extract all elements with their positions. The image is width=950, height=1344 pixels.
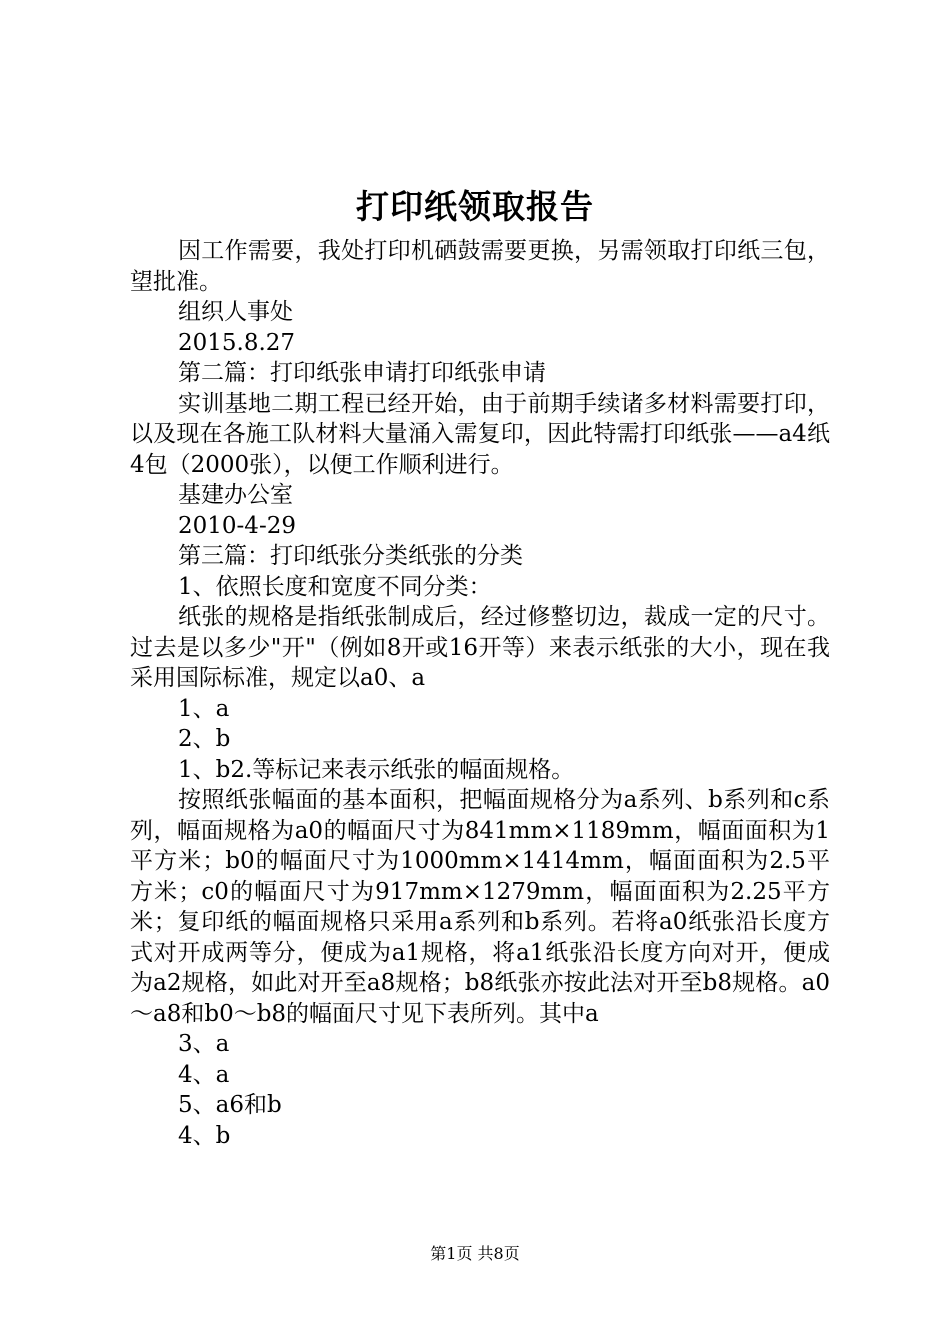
paragraph: 第三篇：打印纸张分类纸张的分类 — [178, 543, 523, 569]
paragraph: 实训基地二期工程已经开始，由于前期手续诸多材料需要打印，以及现在各施工队材料大量涌入需复印，因此特需打印纸张——a4纸4包（2000张），以便工作顺利进行。 — [130, 390, 830, 478]
paragraph: 第二篇：打印纸张申请打印纸张申请 — [178, 360, 546, 386]
page-footer: 第1页 共8页 — [430, 1244, 520, 1263]
paragraph: 因工作需要，我处打印机硒鼓需要更换，另需领取打印纸三包，望批准。 — [130, 238, 830, 295]
paragraph: 1、b2.等标记来表示纸张的幅面规格。 — [178, 756, 575, 783]
paragraph: 1、依照长度和宽度不同分类： — [178, 573, 492, 600]
paragraph: 基建办公室 — [178, 482, 293, 508]
paragraph: 纸张的规格是指纸张制成后，经过修整切边，裁成一定的尺寸。过去是以多少"开"（例如8开或16开等）来表示纸张的大小，现在我采用国际标准，规定以a0、a — [130, 604, 830, 691]
paragraph: 4、a — [178, 1061, 230, 1088]
paragraph: 5、a6和b — [178, 1092, 282, 1118]
paragraph: 2、b — [178, 726, 231, 752]
paragraph: 2010-4-29 — [178, 512, 296, 539]
paragraph: 按照纸张幅面的基本面积，把幅面规格分为a系列、b系列和c系列，幅面规格为a0的幅面尺寸为841mm×1189mm，幅面面积为1平方米；b0的幅面尺寸为1000mm×1414mm，幅面面积为2.5平方米；c0的幅面尺寸为917mm×1279mm，幅面面积为2.25平方米；复印纸的幅面规格只采用a系列和b系列。若将a0纸张沿长度方式对开成两等分，便成为a1规格，将a1纸张沿长度方向对开，便成为a2规格，如此对开至a8规格；b8纸张亦按此法对开至b8规格。a0～a8和b0～b8的幅面尺寸见下表所列。其中a — [130, 787, 831, 1027]
paragraph: 2015.8.27 — [178, 329, 296, 356]
paragraph: 3、a — [178, 1031, 230, 1057]
document-title: 打印纸领取报告 — [356, 187, 594, 226]
document-body — [130, 236, 830, 1151]
paragraph: 1、a — [178, 695, 230, 722]
paragraph: 组织人事处 — [178, 299, 293, 325]
paragraph: 4、b — [178, 1122, 231, 1149]
